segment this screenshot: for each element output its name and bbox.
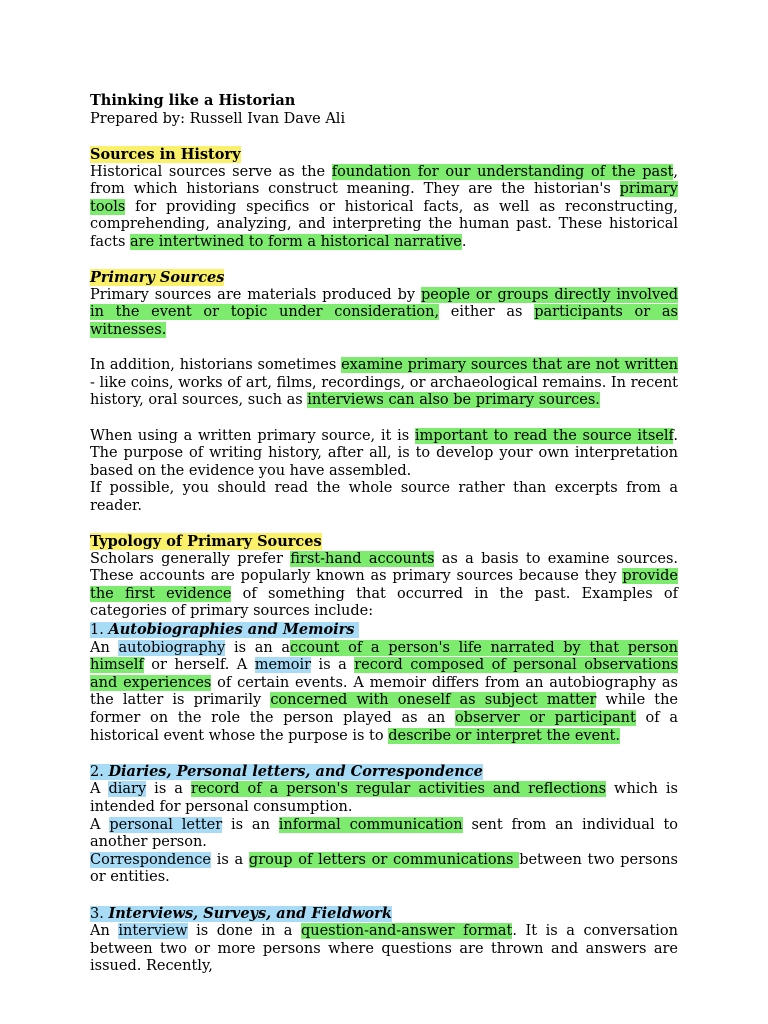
paragraph-diaries-3: Correspondence is a group of letters or communications between two persons or entities. [90, 851, 678, 886]
paragraph-primary-sources-4: If possible, you should read the whole source rather than excerpts from a reader. [90, 480, 678, 514]
highlight: interviews can also be primary sources. [307, 392, 600, 409]
highlight: record composed of personal observations and experiences [90, 657, 678, 691]
highlight: provide the first evidence [90, 568, 678, 602]
paragraph-primary-sources-2: In addition, historians sometimes examine primary sources that are not written - like coins, works of art, films, recordings, or archaeological remains. In recent history, oral sources, such as interviews can also be primary sources. [90, 357, 678, 409]
section-heading-primary-sources: Primary Sources [90, 269, 225, 287]
highlight: examine primary sources that are not written [341, 357, 678, 374]
highlight: participants or as witnesses. [90, 304, 679, 338]
subsection-heading-interviews: 3. Interviews, Surveys, and Fieldwork [90, 904, 392, 922]
highlight: ccount of a person's life narrated by that person himself [90, 639, 678, 674]
paragraph-diaries-2: A personal letter is an informal communication sent from an individual to another person. [90, 816, 678, 851]
term-highlight: personal letter [109, 816, 223, 833]
paragraph-diaries-1: A diary is a record of a person's regular activities and reflections which is intended for personal consumption. [90, 781, 678, 815]
highlight: people or groups directly involved in the event or topic under consideration, [90, 286, 679, 321]
highlight: primary tools [90, 181, 678, 215]
highlight: are intertwined to form a historical narrative [130, 233, 462, 250]
highlight: first-hand accounts [290, 550, 435, 567]
subsection-heading-autobiographies: 1. Autobiographies and Memoirs [90, 621, 678, 640]
paragraph-typology: Scholars generally prefer first-hand accounts as a basis to examine sources. These accounts are popularly known as primary sources because they provide the first evidence of something that occurred in the past. Examples of categories of primary sources include: [90, 550, 678, 620]
term-highlight: autobiography [118, 639, 226, 656]
term-highlight: diary [108, 781, 147, 798]
document-body [90, 92, 678, 976]
highlight: question-and-answer format [300, 923, 513, 940]
term-highlight: memoir [254, 657, 312, 674]
highlight: foundation for our understanding of the past [331, 163, 674, 180]
section-heading-sources-in-history: Sources in History [90, 146, 241, 163]
paragraph-autobiographies: An autobiography is an account of a person's life narrated by that person himself or herself. A memoir is a record composed of personal observations and experiences of certain events. A memoir differs from an autobiography as the latter is primarily concerned with oneself as subject matter while the former on the role the person played as an observer or participant of a historical event whose the purpose is to describe or interpret the event. [90, 639, 678, 744]
highlight: observer or participant [454, 710, 636, 726]
highlight: important to read the source itself [414, 427, 674, 444]
document-title: Thinking like a Historian [90, 92, 296, 109]
highlight: record of a person's regular activities and reflections [190, 781, 607, 798]
highlight: group of letters or communications [248, 851, 520, 868]
highlight: informal communication [278, 816, 463, 833]
paragraph-sources-in-history: Historical sources serve as the foundation for our understanding of the past, from which historians construct meaning. They are the historian's primary tools for providing specifics or historical facts, as well as reconstructing, comprehending, analyzing, and interpreting the human past. These historical facts are intertwined to form a historical narrative. [90, 163, 678, 250]
highlight: describe or interpret the event. [388, 727, 620, 744]
document-byline: Prepared by: Russell Ivan Dave Ali [90, 111, 346, 127]
highlight: concerned with oneself as subject matter [270, 692, 597, 709]
paragraph-primary-sources-1: Primary sources are materials produced by people or groups directly involved in the event or topic under consideration, either as participants or as witnesses. [90, 286, 679, 338]
paragraph-primary-sources-3: When using a written primary source, it is important to read the source itself. The purpose of writing history, after all, is to develop your own interpretation based on the evidence you have assembled. [90, 427, 678, 479]
term-highlight: interview [118, 923, 188, 940]
paragraph-interviews: An interview is done in a question-and-answer format. It is a conversation between two or more persons where questions are thrown and answers are issued. Recently, [90, 923, 678, 975]
section-heading-typology: Typology of Primary Sources [90, 533, 322, 551]
term-highlight: Correspondence [90, 851, 211, 868]
subsection-heading-diaries: 2. Diaries, Personal letters, and Correspondence [90, 762, 483, 780]
